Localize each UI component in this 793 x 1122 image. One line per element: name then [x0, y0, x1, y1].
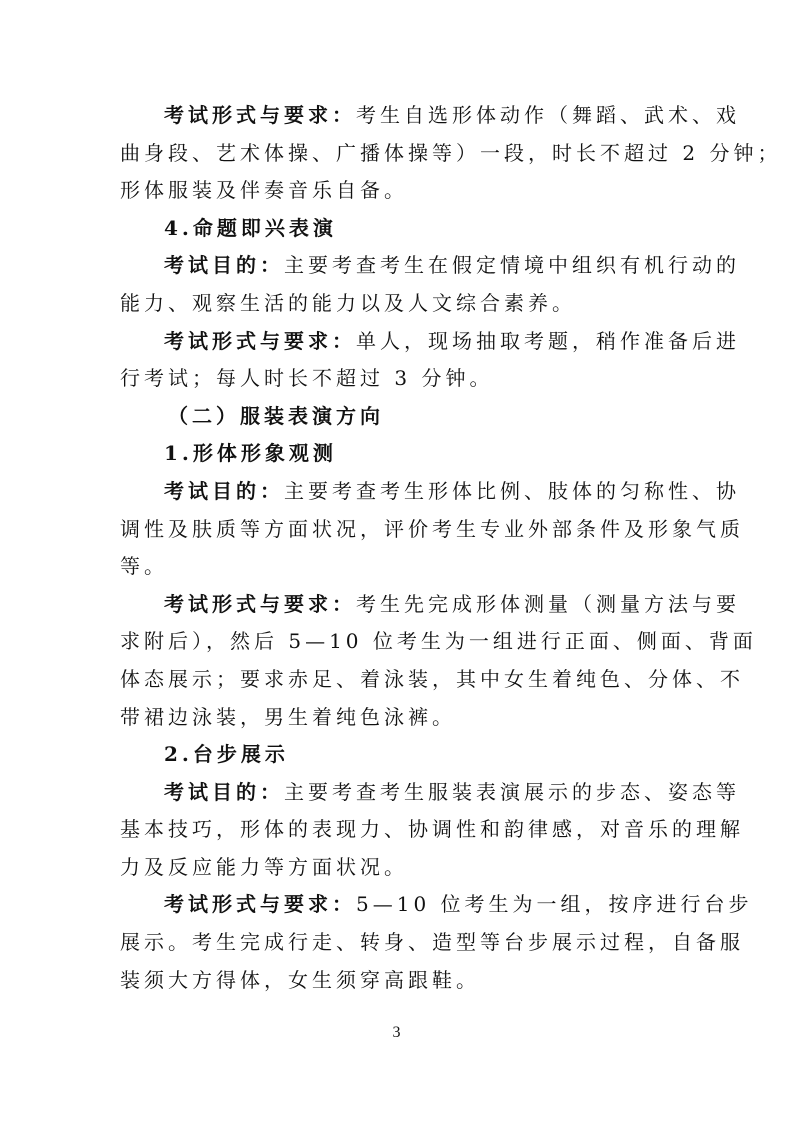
paragraph-line [120, 135, 782, 173]
heading-text: （二）服装表演方向 [168, 403, 384, 428]
line-text: 5—10 位考生为一组，按序进行台步 [356, 892, 753, 917]
heading-text: 2.台步展示 [164, 742, 289, 767]
paragraph-line [120, 586, 740, 624]
page-number: 3 [392, 1024, 401, 1041]
line-text: 考生先完成形体测量（测量方法与要 [356, 591, 740, 616]
section-heading [120, 736, 673, 774]
paragraph-line [120, 661, 744, 699]
paragraph-line [120, 360, 673, 398]
section-heading [120, 210, 673, 248]
line-text: 带裙边泳装，男生着纯色泳裤。 [120, 704, 456, 729]
line-text: 能力、观察生活的能力以及人文综合素养。 [120, 290, 576, 315]
term-label: 考试形式与要求： [164, 103, 356, 127]
term-label: 考试形式与要求： [164, 892, 356, 917]
heading-text: 1.形体形象观测 [164, 441, 337, 466]
term-label: 考试形式与要求： [164, 328, 356, 353]
line-text: 主要考查考生在假定情境中组织有机行动的 [284, 253, 740, 278]
section-heading [120, 398, 673, 436]
paragraph-line [120, 172, 673, 210]
line-text: 力及反应能力等方面状况。 [120, 854, 408, 879]
paragraph-line [120, 924, 744, 962]
paragraph-line [120, 511, 744, 549]
line-text: 单人，现场抽取考题，稍作准备后进 [356, 328, 740, 353]
line-text: 等。 [120, 554, 168, 579]
paragraph-line [120, 699, 673, 737]
term-label: 考试目的： [164, 253, 284, 278]
paragraph-line [120, 323, 740, 361]
line-text: 主要考查考生形体比例、肢体的匀称性、协 [284, 478, 740, 503]
paragraph-line [120, 285, 673, 323]
line-text: 展示。考生完成行走、转身、造型等台步展示过程，自备服 [120, 930, 744, 955]
heading-text: 4.命题即兴表演 [164, 215, 337, 240]
line-text: 形体服装及伴奏音乐自备。 [120, 178, 408, 203]
paragraph-line [120, 247, 740, 285]
line-text: 曲身段、艺术体操、广播体操等）一段，时长不超过 2 分钟； [120, 140, 782, 165]
paragraph-line [120, 774, 740, 812]
line-text: 行考试；每人时长不超过 3 分钟。 [120, 366, 494, 391]
paragraph-line [120, 623, 757, 661]
term-label: 考试目的： [164, 478, 284, 503]
line-text: 调性及肤质等方面状况，评价考生专业外部条件及形象气质 [120, 516, 744, 541]
line-text: 考生自选形体动作（舞蹈、武术、戏 [356, 103, 740, 127]
line-text: 体态展示；要求赤足、着泳装，其中女生着纯色、分体、不 [120, 666, 744, 691]
paragraph-line [120, 473, 740, 511]
section-heading [120, 435, 673, 473]
line-text: 求附后），然后 5—10 位考生为一组进行正面、侧面、背面 [120, 629, 757, 654]
paragraph-line [120, 811, 744, 849]
paragraph-line [120, 962, 673, 1000]
paragraph-line [120, 886, 753, 924]
line-text: 装须大方得体，女生须穿高跟鞋。 [120, 967, 480, 992]
paragraph-line [120, 849, 673, 887]
document-body [120, 97, 782, 999]
term-label: 考试形式与要求： [164, 591, 356, 616]
paragraph-line [120, 548, 673, 586]
line-text: 主要考查考生服装表演展示的步态、姿态等 [284, 779, 740, 804]
term-label: 考试目的： [164, 779, 284, 804]
paragraph-line [120, 97, 740, 135]
line-text: 基本技巧，形体的表现力、协调性和韵律感，对音乐的理解 [120, 817, 744, 842]
